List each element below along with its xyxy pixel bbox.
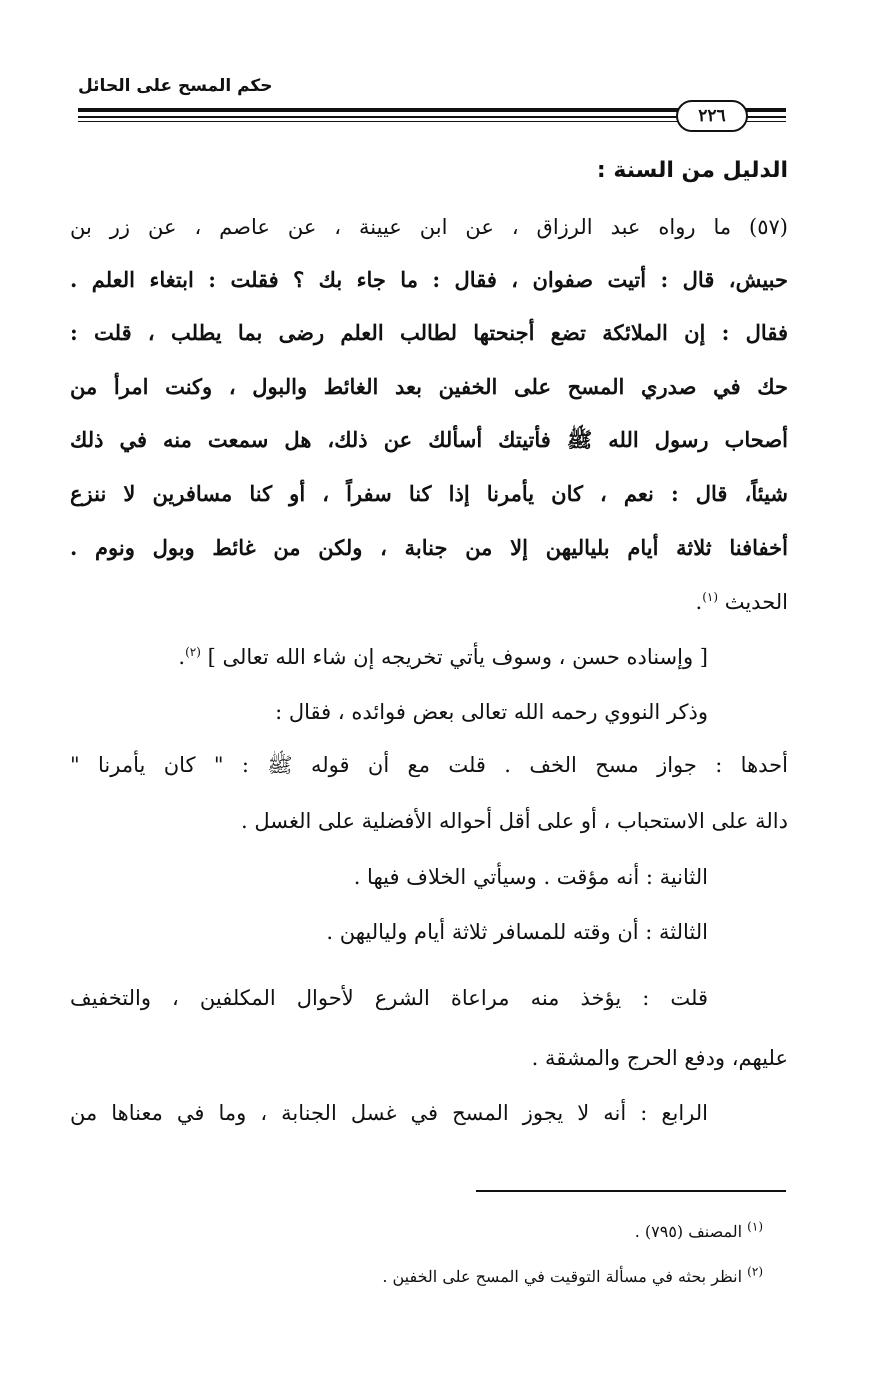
body-line: الثانية : أنه مؤقت . وسيأتي الخلاف فيها .	[353, 865, 708, 889]
body-line: الحديث $^{(١)}$.	[695, 590, 788, 614]
body-line: فقال : إن الملائكة تضع أجنحتها لطالب العلم رضى بما يطلب ، قلت :	[70, 320, 788, 345]
footnote-text: انظر بحثه في مسألة التوقيت في المسح على الخفين .	[382, 1267, 743, 1286]
body-line: وذكر النووي رحمه الله تعالى بعض فوائده ، فقال :	[275, 700, 708, 724]
footnote-text: المصنف (٧٩٥) .	[634, 1222, 743, 1241]
hadith-word: الحديث	[724, 590, 788, 614]
body-line: [ وإسناده حسن ، وسوف يأتي تخريجه إن شاء الله تعالى ] $^{(٢)}$.	[178, 645, 708, 669]
body-line: شيئاً، قال : نعم ، كان يأمرنا إذا كنا سفراً ، أو كنا مسافرين لا ننزع	[70, 481, 788, 506]
body-line: أصحاب رسول الله ﷺ فأتيتك أسألك عن ذلك، هل سمعت منه في ذلك	[70, 427, 788, 452]
footnote-ref: (١)	[702, 590, 719, 604]
body-line: (٥٧) ما رواه عبد الرزاق ، عن ابن عيينة ، عن عاصم ، عن زر بن	[70, 215, 788, 239]
body-line: أحدها : جواز مسح الخف . قلت مع أن قوله ﷺ : " كان يأمرنا "	[70, 753, 788, 777]
footnote	[635, 1220, 763, 1244]
body-line: الرابع : أنه لا يجوز المسح في غسل الجنابة ، وما في معناها من	[70, 1101, 708, 1125]
body-line: حبيش، قال : أتيت صفوان ، فقال : ما جاء بك ؟ فقلت : ابتغاء العلم .	[70, 267, 788, 292]
footnote-rule	[476, 1190, 786, 1192]
section-heading: الدليل من السنة :	[596, 158, 788, 183]
footnote	[382, 1265, 763, 1289]
isnad-note: [ وإسناده حسن ، وسوف يأتي تخريجه إن شاء الله تعالى ]	[207, 645, 708, 669]
body-line: أخفافنا ثلاثة أيام بلياليهن إلا من جنابة ، ولكن من غائط وبول ونوم .	[70, 535, 788, 560]
footnote-mark: (٢)	[747, 1264, 763, 1279]
body-line: حك في صدري المسح على الخفين بعد الغائط والبول ، وكنت امرأ من	[70, 374, 788, 399]
footnote-ref: (٢)	[185, 645, 201, 659]
running-title: حكم المسح على الحائل	[78, 76, 273, 96]
body-line: عليهم، ودفع الحرج والمشقة .	[531, 1046, 788, 1070]
body-line: قلت : يؤخذ منه مراعاة الشرع لأحوال المكلفين ، والتخفيف	[70, 986, 708, 1010]
footnote-mark: (١)	[747, 1219, 763, 1234]
page-number: ٢٢٦	[676, 100, 748, 132]
body-line: الثالثة : أن وقته للمسافر ثلاثة أيام ولياليهن .	[326, 920, 708, 944]
body-line: دالة على الاستحباب ، أو على أقل أحواله الأفضلية على الغسل .	[240, 809, 788, 833]
